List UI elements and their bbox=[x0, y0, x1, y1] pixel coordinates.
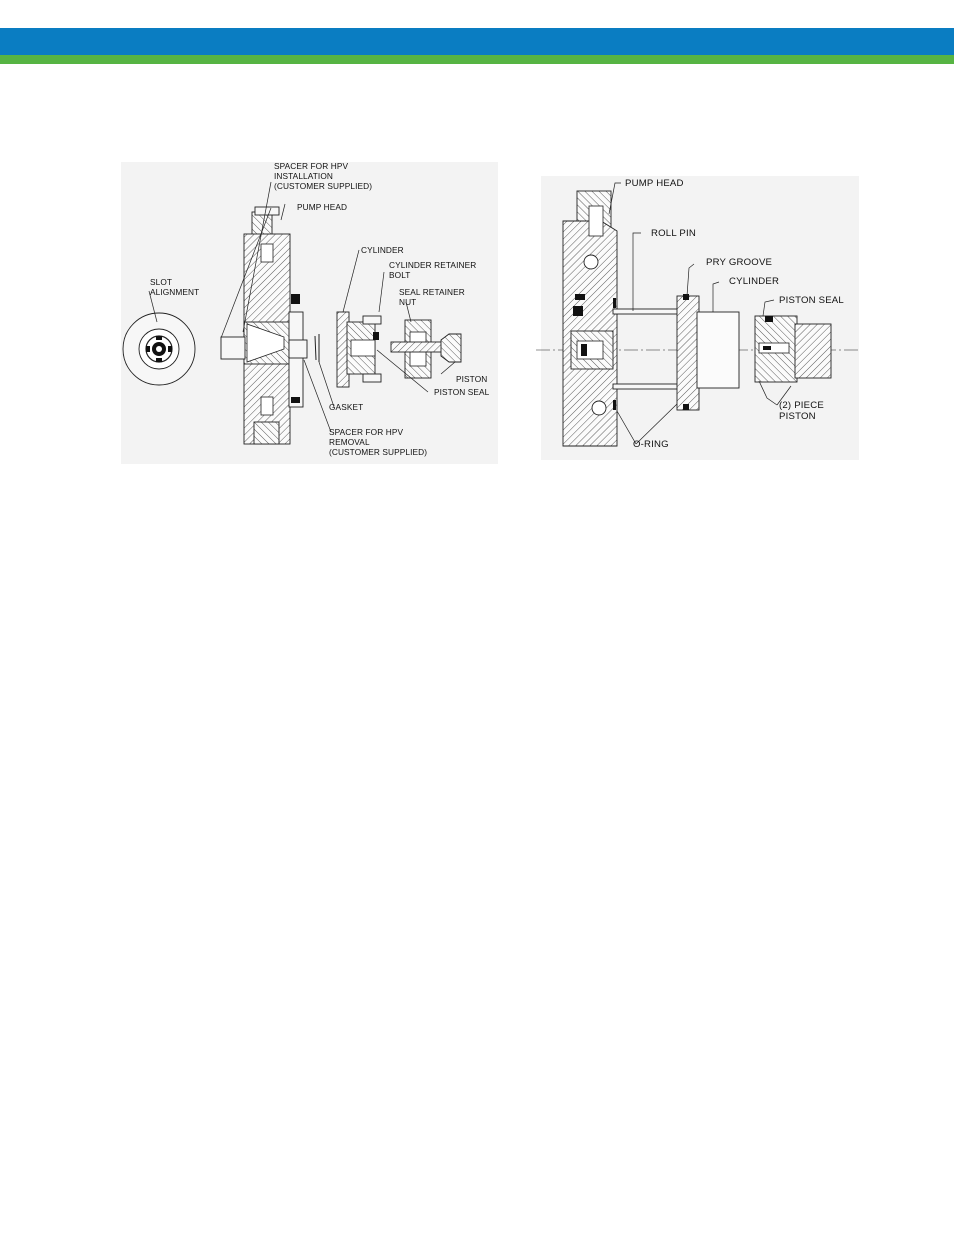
slot-alignment-view bbox=[123, 313, 195, 385]
label-cylinder-retainer-1: CYLINDER RETAINER bbox=[389, 260, 477, 270]
spacer-installation bbox=[221, 337, 245, 359]
label-pump-head: PUMP HEAD bbox=[297, 202, 348, 212]
label-spacer-removal-1: SPACER FOR HPV bbox=[329, 427, 404, 437]
pump-head-diagram bbox=[541, 176, 859, 460]
label-pump-head-right: PUMP HEAD bbox=[625, 178, 684, 189]
label-pry-groove: PRY GROOVE bbox=[706, 257, 773, 268]
hpv-installation-drawing bbox=[121, 162, 498, 464]
header-blue-band bbox=[0, 28, 954, 55]
label-gasket: GASKET bbox=[329, 402, 364, 412]
label-cylinder-retainer-2: BOLT bbox=[389, 270, 411, 280]
label-roll-pin: ROLL PIN bbox=[651, 228, 696, 239]
label-alignment: ALIGNMENT bbox=[150, 287, 200, 297]
label-spacer-installation-2: INSTALLATION bbox=[274, 171, 333, 181]
label-seal-retainer-2: NUT bbox=[399, 297, 417, 307]
label-piston-seal-right: PISTON SEAL bbox=[779, 295, 844, 306]
label-spacer-removal-3: (CUSTOMER SUPPLIED) bbox=[329, 447, 428, 457]
header-green-band bbox=[0, 55, 954, 64]
pump-head-body-right bbox=[563, 191, 617, 446]
two-piece-piston bbox=[755, 316, 831, 382]
label-cylinder: CYLINDER bbox=[361, 245, 404, 255]
cylinder-retainer-bolt-top bbox=[363, 316, 381, 324]
label-slot: SLOT bbox=[150, 277, 173, 287]
label-seal-retainer-1: SEAL RETAINER bbox=[399, 287, 465, 297]
pump-head-body bbox=[244, 207, 303, 444]
hpv-installation-diagram bbox=[121, 162, 498, 464]
label-two-piece-2: PISTON bbox=[779, 411, 816, 422]
label-piston: PISTON bbox=[456, 374, 488, 384]
label-o-ring: O-RING bbox=[633, 439, 669, 450]
label-two-piece-1: (2) PIECE bbox=[779, 400, 824, 411]
label-spacer-installation-3: (CUSTOMER SUPPLIED) bbox=[274, 181, 373, 191]
spacer-removal bbox=[289, 340, 307, 358]
label-cylinder-right: CYLINDER bbox=[729, 276, 780, 287]
pump-head-drawing bbox=[541, 176, 859, 460]
cylinder-part-right bbox=[677, 294, 739, 410]
cylinder-retainer-bolt-bottom bbox=[363, 374, 381, 382]
label-spacer-installation-1: SPACER FOR HPV bbox=[274, 161, 349, 171]
label-spacer-removal-2: REMOVAL bbox=[329, 437, 370, 447]
label-piston-seal: PISTON SEAL bbox=[434, 387, 490, 397]
